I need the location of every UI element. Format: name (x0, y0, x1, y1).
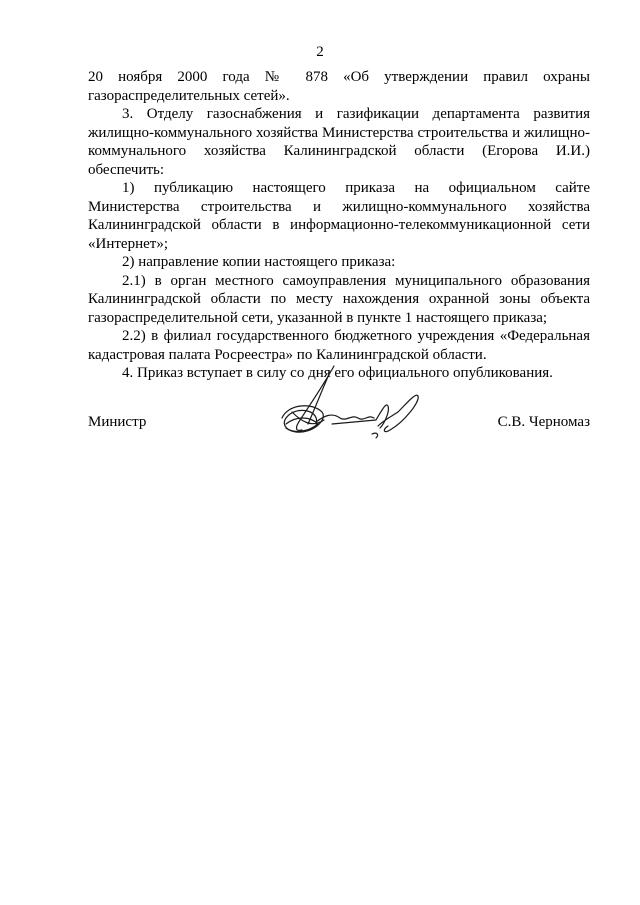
document-body (88, 68, 590, 383)
page-number: 2 (316, 44, 324, 60)
paragraph-law-reference: 20 ноября 2000 года № 878 «Об утверждении правил охраны газораспределительных сетей». (88, 69, 590, 104)
paragraph-item-3-2-1: 2.1) в орган местного самоуправления муниципального образования Калининградской области по месту нахождения охранной зоны объекта газораспределительной сети, указанной в пункте 1 настоящего приказа; (88, 272, 590, 326)
paragraph-item-3-2-2: 2.2) в филиал государственного бюджетного учреждения «Федеральная кадастровая палата Росреестра» по Калининградской области. (88, 328, 590, 363)
signatory-name: С.В. Черномаз (497, 414, 590, 430)
paragraph-item-3-1: 1) публикацию настоящего приказа на официальном сайте Министерства строительства и жилищно-коммунального хозяйства Калининградской области в информационно-телекоммуникационной сети «Интернет»; (88, 180, 590, 252)
signatory-title: Министр (88, 414, 147, 430)
paragraph-item-3-2: 2) направление копии настоящего приказа: (122, 254, 396, 270)
paragraph-item-3: 3. Отделу газоснабжения и газификации департамента развития жилищно-коммунального хозяйства Министерства строительства и жилищно-коммунального хозяйства Калининградской области (Егорова И.И.) обеспечить: (88, 106, 590, 178)
handwritten-signature (272, 362, 432, 452)
signature-row (88, 414, 590, 434)
paragraph-item-4: 4. Приказ вступает в силу со дня его официального опубликования. (122, 365, 553, 381)
